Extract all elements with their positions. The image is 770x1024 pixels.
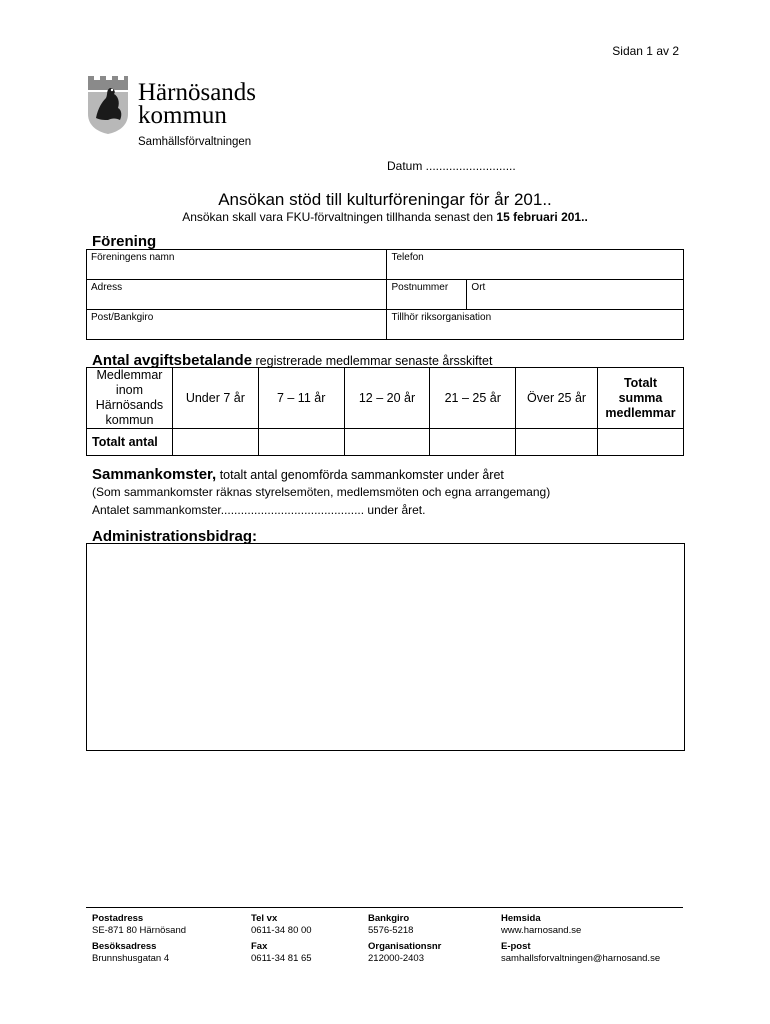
admin-heading: Administrationsbidrag: [92, 528, 258, 545]
admin-text-area[interactable] [86, 543, 685, 751]
col-header-under-7: Under 7 år [172, 368, 258, 429]
field-adress[interactable] [87, 280, 387, 310]
footer-value: 0611-34 80 00 [251, 925, 312, 936]
field-telefon[interactable] [387, 250, 684, 280]
footer-label: E-post [501, 941, 531, 952]
org-name-line2: kommun [138, 102, 227, 129]
department-name: Samhällsförvaltningen [138, 136, 252, 148]
footer-label: Bankgiro [368, 913, 410, 924]
forening-table [86, 249, 684, 340]
col-header-21-25: 21 – 25 år [430, 368, 516, 429]
deadline-date: 15 februari 201.. [496, 210, 588, 224]
total-row-label: Totalt antal [87, 429, 173, 456]
members-heading-rest: registrerade medlemmar senaste årsskiftet [252, 354, 493, 368]
footer-label: Besöksadress [92, 941, 157, 952]
input-21-25[interactable] [430, 429, 516, 456]
deadline-prefix: Ansökan skall vara FKU-förvaltningen tillhanda senast den [182, 210, 497, 224]
field-ort[interactable] [467, 280, 684, 310]
footer-label: Fax [251, 941, 268, 952]
form-title: Ansökan stöd till kulturföreningar för år 201.. [218, 190, 552, 209]
deadline-text [0, 210, 770, 224]
total-header-line: Totalt [623, 375, 658, 390]
forening-heading: Förening [92, 233, 157, 250]
col-header-total [598, 368, 684, 429]
date-field[interactable]: Datum ........................... [387, 159, 516, 173]
org-name-line1: Härnösands [138, 79, 257, 106]
field-label: Tillhör riksorganisation [391, 312, 492, 323]
footer-col-phone [251, 913, 312, 965]
row-header-line: Medlemmar [96, 368, 163, 382]
meetings-count-field[interactable]: Antalet sammankomster........................................... under året. [92, 503, 426, 517]
field-label: Föreningens namn [91, 252, 175, 263]
footer-value: SE-871 80 Härnösand [92, 925, 187, 936]
row-header-members [87, 368, 173, 429]
coat-of-arms-logo [86, 72, 130, 134]
footer-col-bank [368, 913, 441, 965]
input-total[interactable] [598, 429, 684, 456]
footer-value: Brunnshusgatan 4 [92, 953, 170, 964]
footer-label: Tel vx [251, 913, 278, 924]
footer-label: Hemsida [501, 913, 541, 924]
total-header-line: medlemmar [605, 405, 676, 420]
members-table [86, 367, 684, 456]
footer-value: 0611-34 81 65 [251, 953, 312, 964]
field-riksorganisation[interactable] [387, 310, 684, 340]
meetings-note: (Som sammankomster räknas styrelsemöten, medlemsmöten och egna arrangemang) [92, 485, 551, 499]
meetings-heading-bold: Sammankomster, [92, 466, 217, 483]
col-header-12-20: 12 – 20 år [344, 368, 430, 429]
field-label: Adress [91, 282, 123, 293]
footer-label: Postadress [92, 913, 144, 924]
field-label: Telefon [391, 252, 424, 263]
members-heading-bold: Antal avgiftsbetalande [92, 352, 253, 369]
page-number: Sidan 1 av 2 [612, 44, 679, 58]
input-under-7[interactable] [172, 429, 258, 456]
row-header-line: kommun [105, 413, 154, 427]
col-header-over-25: Över 25 år [516, 368, 598, 429]
field-postnummer[interactable] [387, 280, 467, 310]
input-over-25[interactable] [516, 429, 598, 456]
col-header-7-11: 7 – 11 år [258, 368, 344, 429]
footer-col-address [92, 913, 186, 965]
footer-divider [86, 907, 683, 908]
footer-link-email[interactable]: samhallsforvaltningen@harnosand.se [501, 953, 661, 964]
input-12-20[interactable] [344, 429, 430, 456]
footer-value: 5576-5218 [368, 925, 414, 936]
row-header-line: Härnösands [95, 398, 164, 412]
meetings-heading-rest: totalt antal genomförda sammankomster under året [216, 468, 504, 482]
field-forening-namn[interactable] [87, 250, 387, 280]
footer-col-web [501, 913, 660, 965]
field-label: Postnummer [391, 282, 449, 293]
field-label: Ort [471, 282, 486, 293]
field-label: Post/Bankgiro [91, 312, 154, 323]
meetings-heading [92, 466, 504, 483]
field-postbankgiro[interactable] [87, 310, 387, 340]
input-7-11[interactable] [258, 429, 344, 456]
footer-label: Organisationsnr [368, 941, 442, 952]
total-header-line: summa [618, 390, 663, 405]
footer-link-website[interactable]: www.harnosand.se [501, 925, 582, 936]
footer-value: 212000-2403 [368, 953, 424, 964]
row-header-line: inom [115, 383, 144, 397]
